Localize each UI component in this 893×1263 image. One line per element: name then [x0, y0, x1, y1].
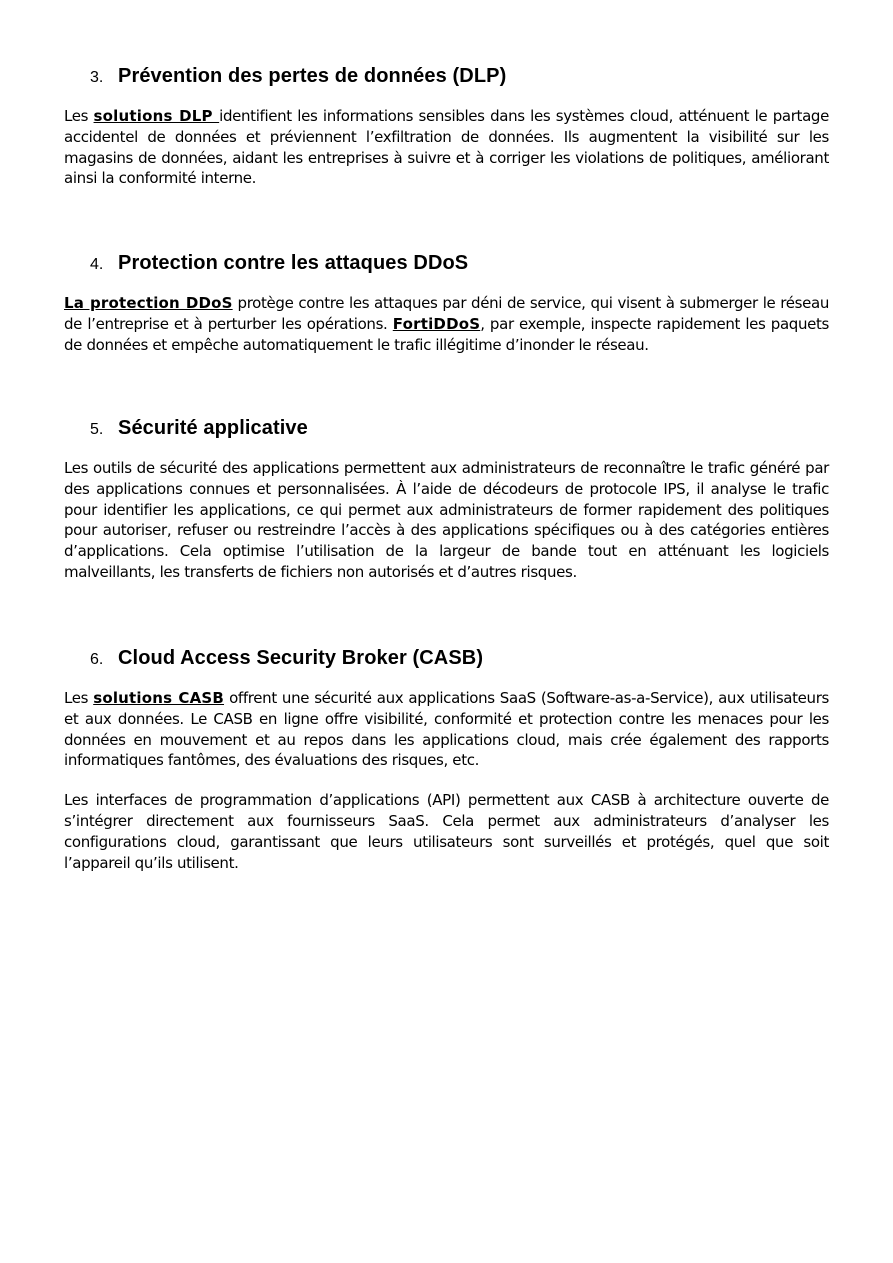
section-casb — [64, 647, 829, 873]
section-ddos — [64, 252, 829, 355]
section-application-security — [64, 417, 829, 583]
section-number: 4. — [90, 256, 104, 273]
section-title: Prévention des pertes de données (DLP) — [118, 65, 507, 87]
paragraph-text: Les — [64, 689, 94, 707]
section-paragraph — [64, 688, 829, 771]
section-dlp — [64, 65, 829, 189]
paragraph-text: identifient les informations sensibles dans les systèmes cloud, atténuent le partage accidentel de données et préviennent l’exfiltration de données. Ils augmentent la visibilité sur les magasins de données, aidant les entreprises à suivre et à corriger les violations de politiques, améliorant ainsi la conformité interne. — [64, 107, 829, 188]
link-protection-ddos[interactable]: La protection DDoS — [64, 294, 233, 312]
section-number: 6. — [90, 651, 104, 668]
paragraph-text: Les — [64, 107, 94, 125]
section-heading — [90, 252, 829, 275]
link-solutions-casb[interactable]: solutions CASB — [93, 689, 225, 707]
paragraph-text: offrent une sécurité aux applications SaaS (Software-as-a-Service), aux utilisateurs et aux données. Le CASB en ligne offre visibilité, conformité et protection contre les menaces pour les données en mouvement et au repos dans les applications cloud, mais crée également des rapports informatiques fantômes, des évaluations des risques, etc. — [64, 689, 829, 770]
section-title: Protection contre les attaques DDoS — [118, 252, 469, 274]
section-paragraph: Les outils de sécurité des applications permettent aux administrateurs de reconnaître le trafic généré par des applications connues et personnalisées. À l’aide de décodeurs de protocole IPS, il analyse le trafic pour identifier les applications, ce qui permet aux administrateurs de former rapidement des politiques pour autoriser, refuser ou restreindre l’accès à des applications spécifiques ou à des catégories entières d’applications. Cela optimise l’utilisation de la largeur de bande tout en atténuant les logiciels malveillants, les transferts de fichiers non autorisés et d’autres risques. — [64, 459, 829, 581]
section-number: 3. — [90, 69, 104, 86]
section-paragraph — [64, 106, 829, 189]
link-solutions-dlp[interactable]: solutions DLP — [93, 107, 220, 125]
paragraph-text: , par exemple, inspecte rapidement les paquets de données et empêche automatiquement le trafic illégitime d’inonder le réseau. — [64, 314, 829, 354]
section-paragraph — [64, 293, 829, 355]
section-heading — [90, 417, 829, 440]
section-title: Sécurité applicative — [118, 417, 308, 439]
section-heading — [90, 647, 829, 670]
section-title: Cloud Access Security Broker (CASB) — [118, 647, 484, 669]
section-heading — [90, 65, 829, 88]
link-fortiddos[interactable]: FortiDDoS — [392, 314, 481, 333]
paragraph-text: protège contre les attaques par déni de service, qui visent à submerger le réseau de l’entreprise et à perturber les opérations. — [64, 294, 829, 333]
section-paragraph: Les interfaces de programmation d’applications (API) permettent aux CASB à architecture ouverte de s’intégrer directement aux fournisseurs SaaS. Cela permet aux administrateurs d’analyser les configurations cloud, garantissant que leurs utilisateurs sont surveillés et protégés, quel que soit l’appareil qu’ils utilisent. — [64, 791, 829, 872]
section-number: 5. — [90, 421, 104, 438]
